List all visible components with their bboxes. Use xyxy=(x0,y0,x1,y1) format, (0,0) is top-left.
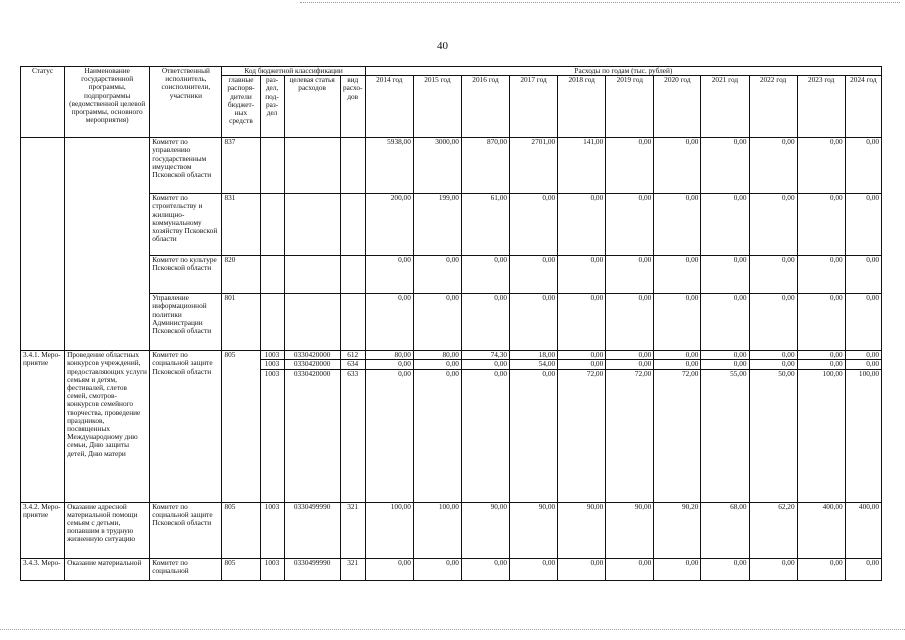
rzpr-cell xyxy=(260,256,284,294)
header-grbs: главные распоря-дители бюджет-ных средств xyxy=(222,76,260,138)
value-cell: 0,00 xyxy=(510,558,558,580)
value-cell: 90,20 xyxy=(654,502,701,558)
rzpr-cell: 1003 xyxy=(260,351,284,360)
header-year: 2015 год xyxy=(413,76,461,138)
executor-cell: Комитет по управлению государственным имуществом Псковской области xyxy=(150,138,222,194)
value-cell: 100,00 xyxy=(845,369,881,502)
header-year: 2017 год xyxy=(510,76,558,138)
value-cell: 0,00 xyxy=(654,351,701,360)
value-cell: 0,00 xyxy=(701,194,749,256)
value-cell: 0,00 xyxy=(413,558,461,580)
value-cell: 0,00 xyxy=(797,294,845,351)
value-cell: 0,00 xyxy=(558,294,606,351)
value-cell: 0,00 xyxy=(749,138,797,194)
value-cell: 0,00 xyxy=(797,194,845,256)
value-cell: 62,20 xyxy=(749,502,797,558)
value-cell: 3000,00 xyxy=(413,138,461,194)
header-name: Наименование государственной программы, подпрограммы (ведомственной целевой программы, основного мероприятия) xyxy=(65,67,150,138)
grbs-cell: 837 xyxy=(222,138,260,194)
value-cell: 0,00 xyxy=(701,351,749,360)
value-cell: 0,00 xyxy=(845,351,881,360)
csr-cell: 0330420000 xyxy=(284,360,340,369)
header-vr: вид расхо-дов xyxy=(340,76,365,138)
value-cell: 0,00 xyxy=(654,194,701,256)
header-expenses: Расходы по годам (тыс. рублей) xyxy=(365,67,881,76)
value-cell: 0,00 xyxy=(654,558,701,580)
value-cell: 0,00 xyxy=(845,558,881,580)
scan-bottom-edge xyxy=(0,629,905,630)
header-status: Статус xyxy=(21,67,65,138)
value-cell: 0,00 xyxy=(845,360,881,369)
grbs-cell: 805 xyxy=(222,558,260,580)
value-cell: 90,00 xyxy=(510,502,558,558)
header-year: 2016 год xyxy=(461,76,509,138)
value-cell: 61,00 xyxy=(461,194,509,256)
grbs-cell: 831 xyxy=(222,194,260,256)
value-cell: 0,00 xyxy=(654,360,701,369)
table-row xyxy=(21,194,882,256)
value-cell: 200,00 xyxy=(365,194,413,256)
value-cell: 72,00 xyxy=(654,369,701,502)
value-cell: 90,00 xyxy=(461,502,509,558)
grbs-cell: 805 xyxy=(222,351,260,502)
value-cell: 0,00 xyxy=(510,294,558,351)
table-row xyxy=(21,351,882,360)
value-cell: 0,00 xyxy=(413,294,461,351)
value-cell: 0,00 xyxy=(606,360,654,369)
vr-cell: 321 xyxy=(340,502,365,558)
name-cell-empty xyxy=(65,138,150,351)
value-cell: 400,00 xyxy=(845,502,881,558)
value-cell: 0,00 xyxy=(461,294,509,351)
value-cell: 0,00 xyxy=(749,360,797,369)
value-cell: 0,00 xyxy=(701,360,749,369)
header-year: 2019 год xyxy=(606,76,654,138)
header-year: 2023 год xyxy=(797,76,845,138)
executor-cell: Комитет по культуре Псковской области xyxy=(150,256,222,294)
value-cell: 0,00 xyxy=(749,256,797,294)
value-cell: 0,00 xyxy=(365,558,413,580)
executor-cell: Комитет по социальной защите Псковской области xyxy=(150,502,222,558)
value-cell: 72,00 xyxy=(558,369,606,502)
value-cell: 0,00 xyxy=(701,294,749,351)
value-cell: 0,00 xyxy=(606,351,654,360)
vr-cell: 321 xyxy=(340,558,365,580)
vr-cell: 633 xyxy=(340,369,365,502)
value-cell: 0,00 xyxy=(749,558,797,580)
value-cell: 0,00 xyxy=(558,558,606,580)
header-row-1 xyxy=(21,67,882,76)
page-number: 40 xyxy=(437,40,448,52)
value-cell: 0,00 xyxy=(749,351,797,360)
scan-top-edge xyxy=(300,2,900,3)
value-cell: 90,00 xyxy=(558,502,606,558)
csr-cell: 0330499990 xyxy=(284,558,340,580)
value-cell: 50,00 xyxy=(749,369,797,502)
value-cell: 0,00 xyxy=(413,369,461,502)
csr-cell: 0330420000 xyxy=(284,369,340,502)
value-cell: 0,00 xyxy=(845,194,881,256)
value-cell: 0,00 xyxy=(797,558,845,580)
rzpr-cell xyxy=(260,294,284,351)
status-cell: 3.4.2. Меро-приятие xyxy=(21,502,65,558)
value-cell: 0,00 xyxy=(797,138,845,194)
csr-cell: 0330420000 xyxy=(284,351,340,360)
value-cell: 0,00 xyxy=(558,360,606,369)
value-cell: 199,00 xyxy=(413,194,461,256)
vr-cell xyxy=(340,256,365,294)
value-cell: 0,00 xyxy=(413,256,461,294)
value-cell: 0,00 xyxy=(606,194,654,256)
grbs-cell: 805 xyxy=(222,502,260,558)
header-csr: целевая статья расходов xyxy=(284,76,340,138)
header-rzpr: раз-дел, под-раз-дел xyxy=(260,76,284,138)
rzpr-cell: 1003 xyxy=(260,558,284,580)
value-cell: 0,00 xyxy=(701,256,749,294)
executor-cell: Комитет по строительству и жилищно-коммунальному хозяйству Псковской области xyxy=(150,194,222,256)
grbs-cell: 801 xyxy=(222,294,260,351)
value-cell: 0,00 xyxy=(365,256,413,294)
header-year: 2021 год xyxy=(701,76,749,138)
table-row xyxy=(21,558,882,580)
value-cell: 0,00 xyxy=(606,558,654,580)
value-cell: 0,00 xyxy=(749,294,797,351)
value-cell: 0,00 xyxy=(510,369,558,502)
executor-cell: Комитет по социальной xyxy=(150,558,222,580)
header-year: 2024 год xyxy=(845,76,881,138)
value-cell: 0,00 xyxy=(558,256,606,294)
value-cell: 0,00 xyxy=(461,256,509,294)
value-cell: 0,00 xyxy=(461,369,509,502)
value-cell: 68,00 xyxy=(701,502,749,558)
value-cell: 0,00 xyxy=(461,360,509,369)
csr-cell xyxy=(284,138,340,194)
header-executor: Ответственный исполнитель, соисполнители, участники xyxy=(150,67,222,138)
value-cell: 80,00 xyxy=(365,351,413,360)
status-cell: 3.4.1. Меро-приятие xyxy=(21,351,65,502)
value-cell: 0,00 xyxy=(510,256,558,294)
value-cell: 74,30 xyxy=(461,351,509,360)
vr-cell xyxy=(340,138,365,194)
table-row xyxy=(21,138,882,194)
value-cell: 0,00 xyxy=(701,138,749,194)
status-cell-empty xyxy=(21,138,65,351)
value-cell: 0,00 xyxy=(797,360,845,369)
name-cell: Оказание материальной xyxy=(65,558,150,580)
csr-cell xyxy=(284,294,340,351)
value-cell: 100,00 xyxy=(413,502,461,558)
value-cell: 870,00 xyxy=(461,138,509,194)
table-row xyxy=(21,294,882,351)
executor-cell: Комитет по социальной защите Псковской области xyxy=(150,351,222,502)
value-cell: 400,00 xyxy=(797,502,845,558)
value-cell: 5938,00 xyxy=(365,138,413,194)
value-cell: 0,00 xyxy=(510,194,558,256)
value-cell: 90,00 xyxy=(606,502,654,558)
value-cell: 0,00 xyxy=(365,369,413,502)
value-cell: 0,00 xyxy=(606,256,654,294)
name-cell: Проведение областных конкурсов учреждений, предоставляющих услуги семьям и детям, фестивалей, слетов семей, смотров-конкурсов семейного творчества, проведение праздников, посвященных Международному дню семьи, Дню защиты детей, Дню матери xyxy=(65,351,150,502)
value-cell: 0,00 xyxy=(365,294,413,351)
grbs-cell: 820 xyxy=(222,256,260,294)
value-cell: 0,00 xyxy=(701,558,749,580)
csr-cell: 0330499990 xyxy=(284,502,340,558)
table-row xyxy=(21,502,882,558)
value-cell: 0,00 xyxy=(365,360,413,369)
value-cell: 80,00 xyxy=(413,351,461,360)
value-cell: 0,00 xyxy=(461,558,509,580)
rzpr-cell: 1003 xyxy=(260,369,284,502)
header-year: 2020 год xyxy=(654,76,701,138)
value-cell: 72,00 xyxy=(606,369,654,502)
status-cell: 3.4.3. Меро- xyxy=(21,558,65,580)
value-cell: 18,00 xyxy=(510,351,558,360)
rzpr-cell xyxy=(260,138,284,194)
value-cell: 141,00 xyxy=(558,138,606,194)
executor-cell: Управление информационной политики Администрации Псковской области xyxy=(150,294,222,351)
rzpr-cell xyxy=(260,194,284,256)
value-cell: 0,00 xyxy=(606,138,654,194)
value-cell: 0,00 xyxy=(606,294,654,351)
value-cell: 100,00 xyxy=(797,369,845,502)
csr-cell xyxy=(284,194,340,256)
value-cell: 0,00 xyxy=(654,294,701,351)
header-year: 2018 год xyxy=(558,76,606,138)
value-cell: 0,00 xyxy=(558,194,606,256)
value-cell: 0,00 xyxy=(749,194,797,256)
value-cell: 0,00 xyxy=(558,351,606,360)
rzpr-cell: 1003 xyxy=(260,502,284,558)
value-cell: 100,00 xyxy=(365,502,413,558)
name-cell: Оказание адресной материальной помощи семьям с детьми, попавшим в трудную жизненную ситуацию xyxy=(65,502,150,558)
budget-table xyxy=(20,66,882,581)
value-cell: 0,00 xyxy=(845,138,881,194)
value-cell: 0,00 xyxy=(797,351,845,360)
header-budget-code: Код бюджетной классификации xyxy=(222,67,365,76)
vr-cell: 634 xyxy=(340,360,365,369)
vr-cell xyxy=(340,294,365,351)
value-cell: 0,00 xyxy=(845,256,881,294)
header-year: 2022 год xyxy=(749,76,797,138)
table-row xyxy=(21,256,882,294)
vr-cell xyxy=(340,194,365,256)
header-year: 2014 год xyxy=(365,76,413,138)
value-cell: 0,00 xyxy=(797,256,845,294)
vr-cell: 612 xyxy=(340,351,365,360)
csr-cell xyxy=(284,256,340,294)
value-cell: 55,00 xyxy=(701,369,749,502)
value-cell: 54,00 xyxy=(510,360,558,369)
value-cell: 0,00 xyxy=(845,294,881,351)
rzpr-cell: 1003 xyxy=(260,360,284,369)
value-cell: 0,00 xyxy=(654,256,701,294)
value-cell: 2701,00 xyxy=(510,138,558,194)
value-cell: 0,00 xyxy=(654,138,701,194)
value-cell: 0,00 xyxy=(413,360,461,369)
